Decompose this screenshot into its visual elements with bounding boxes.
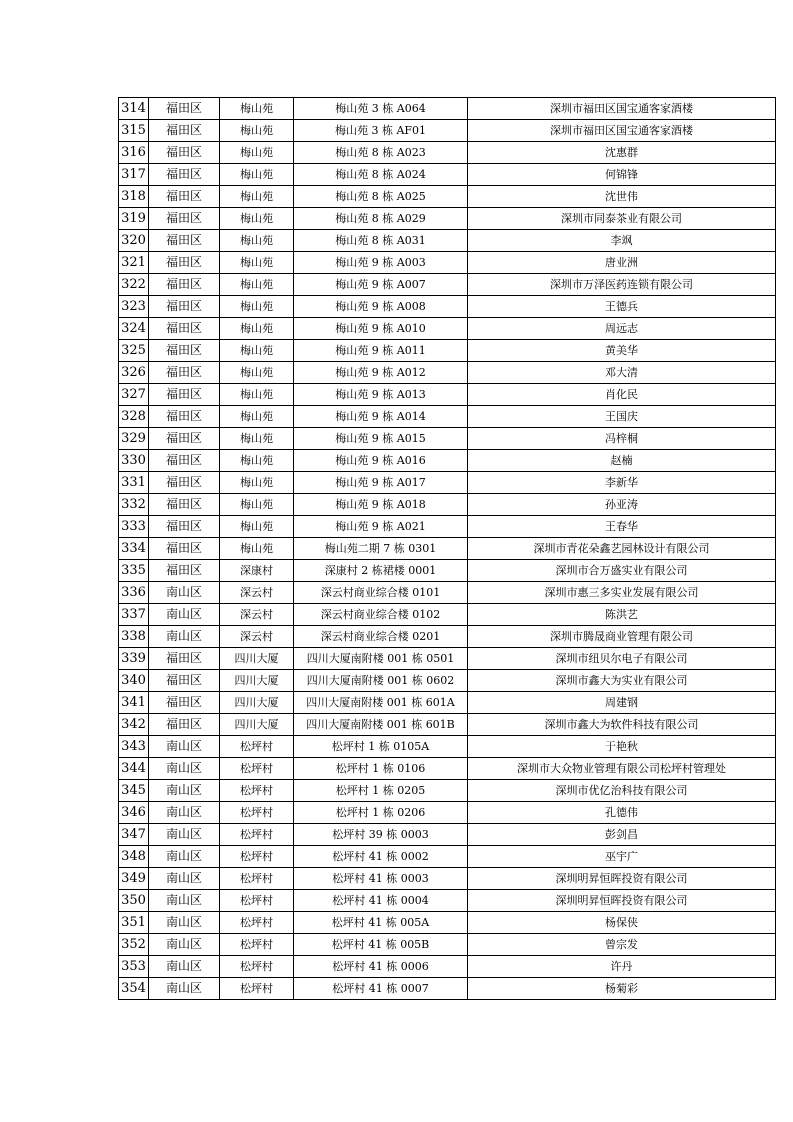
table-row — [119, 670, 776, 692]
district-cell: 南山区 — [149, 802, 220, 824]
row-number-cell: 324 — [119, 318, 149, 340]
community-cell: 梅山苑 — [220, 274, 294, 296]
district-cell: 福田区 — [149, 450, 220, 472]
table-row — [119, 956, 776, 978]
owner-cell: 沈惠群 — [468, 142, 776, 164]
community-cell: 梅山苑 — [220, 164, 294, 186]
table-row — [119, 890, 776, 912]
district-cell: 福田区 — [149, 98, 220, 120]
table-row — [119, 758, 776, 780]
address-cell: 四川大厦南附楼 001 栋 601A — [294, 692, 468, 714]
owner-cell: 赵楠 — [468, 450, 776, 472]
address-cell: 松坪村 41 栋 0004 — [294, 890, 468, 912]
owner-cell: 于艳秋 — [468, 736, 776, 758]
row-number-cell: 347 — [119, 824, 149, 846]
owner-cell: 深圳市优亿治科技有限公司 — [468, 780, 776, 802]
table-row — [119, 978, 776, 1000]
community-cell: 梅山苑 — [220, 406, 294, 428]
community-cell: 梅山苑 — [220, 384, 294, 406]
community-cell: 梅山苑 — [220, 142, 294, 164]
community-cell: 松坪村 — [220, 824, 294, 846]
address-cell: 深康村 2 栋裙楼 0001 — [294, 560, 468, 582]
owner-cell: 杨菊彩 — [468, 978, 776, 1000]
table-row — [119, 714, 776, 736]
table-row — [119, 692, 776, 714]
district-cell: 福田区 — [149, 230, 220, 252]
owner-cell: 陈洪艺 — [468, 604, 776, 626]
table-row — [119, 472, 776, 494]
district-cell: 南山区 — [149, 780, 220, 802]
row-number-cell: 346 — [119, 802, 149, 824]
community-cell: 梅山苑 — [220, 362, 294, 384]
community-cell: 梅山苑 — [220, 494, 294, 516]
owner-cell: 深圳市鑫大为实业有限公司 — [468, 670, 776, 692]
address-cell: 松坪村 1 栋 0206 — [294, 802, 468, 824]
district-cell: 福田区 — [149, 538, 220, 560]
row-number-cell: 337 — [119, 604, 149, 626]
owner-cell: 深圳明昇恒晖投资有限公司 — [468, 868, 776, 890]
row-number-cell: 338 — [119, 626, 149, 648]
owner-cell: 深圳市福田区国宝通客家酒楼 — [468, 98, 776, 120]
address-cell: 梅山苑 8 栋 A023 — [294, 142, 468, 164]
owner-cell: 深圳市大众物业管理有限公司松坪村管理处 — [468, 758, 776, 780]
table-row — [119, 340, 776, 362]
row-number-cell: 353 — [119, 956, 149, 978]
district-cell: 福田区 — [149, 384, 220, 406]
row-number-cell: 332 — [119, 494, 149, 516]
address-cell: 深云村商业综合楼 0102 — [294, 604, 468, 626]
address-cell: 梅山苑 8 栋 A029 — [294, 208, 468, 230]
address-cell: 松坪村 41 栋 0002 — [294, 846, 468, 868]
community-cell: 松坪村 — [220, 846, 294, 868]
table-row — [119, 164, 776, 186]
row-number-cell: 314 — [119, 98, 149, 120]
row-number-cell: 344 — [119, 758, 149, 780]
owner-cell: 唐业洲 — [468, 252, 776, 274]
community-cell: 松坪村 — [220, 978, 294, 1000]
owner-cell: 周远志 — [468, 318, 776, 340]
address-cell: 梅山苑 9 栋 A012 — [294, 362, 468, 384]
district-cell: 福田区 — [149, 208, 220, 230]
address-cell: 梅山苑 9 栋 A008 — [294, 296, 468, 318]
district-cell: 南山区 — [149, 934, 220, 956]
row-number-cell: 343 — [119, 736, 149, 758]
table-row — [119, 626, 776, 648]
community-cell: 四川大厦 — [220, 670, 294, 692]
row-number-cell: 320 — [119, 230, 149, 252]
table-row — [119, 560, 776, 582]
address-cell: 梅山苑 9 栋 A021 — [294, 516, 468, 538]
owner-cell: 邓大清 — [468, 362, 776, 384]
row-number-cell: 339 — [119, 648, 149, 670]
address-cell: 深云村商业综合楼 0101 — [294, 582, 468, 604]
address-cell: 梅山苑 9 栋 A011 — [294, 340, 468, 362]
address-cell: 松坪村 1 栋 0205 — [294, 780, 468, 802]
row-number-cell: 345 — [119, 780, 149, 802]
address-cell: 松坪村 1 栋 0106 — [294, 758, 468, 780]
owner-cell: 深圳市福田区国宝通客家酒楼 — [468, 120, 776, 142]
address-cell: 梅山苑 8 栋 A031 — [294, 230, 468, 252]
row-number-cell: 335 — [119, 560, 149, 582]
table-row — [119, 186, 776, 208]
table-row — [119, 824, 776, 846]
owner-cell: 肖化民 — [468, 384, 776, 406]
community-cell: 深云村 — [220, 582, 294, 604]
row-number-cell: 321 — [119, 252, 149, 274]
community-cell: 松坪村 — [220, 868, 294, 890]
district-cell: 福田区 — [149, 120, 220, 142]
district-cell: 福田区 — [149, 274, 220, 296]
table-row — [119, 648, 776, 670]
table-row — [119, 802, 776, 824]
district-cell: 南山区 — [149, 868, 220, 890]
community-cell: 深云村 — [220, 604, 294, 626]
community-cell: 梅山苑 — [220, 120, 294, 142]
table-row — [119, 868, 776, 890]
district-cell: 福田区 — [149, 692, 220, 714]
address-cell: 深云村商业综合楼 0201 — [294, 626, 468, 648]
community-cell: 梅山苑 — [220, 318, 294, 340]
owner-cell: 王国庆 — [468, 406, 776, 428]
table-row — [119, 934, 776, 956]
row-number-cell: 327 — [119, 384, 149, 406]
address-cell: 梅山苑 3 栋 AF01 — [294, 120, 468, 142]
district-cell: 福田区 — [149, 494, 220, 516]
table-row — [119, 912, 776, 934]
row-number-cell: 334 — [119, 538, 149, 560]
row-number-cell: 330 — [119, 450, 149, 472]
owner-cell: 深圳市惠三多实业发展有限公司 — [468, 582, 776, 604]
row-number-cell: 326 — [119, 362, 149, 384]
district-cell: 福田区 — [149, 340, 220, 362]
owner-cell: 深圳市合万盛实业有限公司 — [468, 560, 776, 582]
community-cell: 梅山苑 — [220, 186, 294, 208]
community-cell: 松坪村 — [220, 736, 294, 758]
row-number-cell: 352 — [119, 934, 149, 956]
address-cell: 梅山苑 9 栋 A015 — [294, 428, 468, 450]
row-number-cell: 350 — [119, 890, 149, 912]
owner-cell: 深圳明昇恒晖投资有限公司 — [468, 890, 776, 912]
address-cell: 梅山苑 9 栋 A017 — [294, 472, 468, 494]
district-cell: 南山区 — [149, 736, 220, 758]
table-row — [119, 538, 776, 560]
owner-cell: 深圳市纽贝尔电子有限公司 — [468, 648, 776, 670]
address-cell: 梅山苑 9 栋 A007 — [294, 274, 468, 296]
table-row — [119, 208, 776, 230]
row-number-cell: 336 — [119, 582, 149, 604]
address-cell: 梅山苑 9 栋 A003 — [294, 252, 468, 274]
row-number-cell: 317 — [119, 164, 149, 186]
table-row — [119, 516, 776, 538]
district-cell: 南山区 — [149, 956, 220, 978]
row-number-cell: 354 — [119, 978, 149, 1000]
community-cell: 松坪村 — [220, 780, 294, 802]
table-row — [119, 450, 776, 472]
owner-cell: 孔德伟 — [468, 802, 776, 824]
owner-cell: 黄美华 — [468, 340, 776, 362]
table-row — [119, 318, 776, 340]
table-row — [119, 142, 776, 164]
address-cell: 梅山苑二期 7 栋 0301 — [294, 538, 468, 560]
address-cell: 松坪村 41 栋 0006 — [294, 956, 468, 978]
row-number-cell: 329 — [119, 428, 149, 450]
table-row — [119, 780, 776, 802]
address-cell: 松坪村 41 栋 005B — [294, 934, 468, 956]
community-cell: 深康村 — [220, 560, 294, 582]
row-number-cell: 341 — [119, 692, 149, 714]
community-cell: 松坪村 — [220, 934, 294, 956]
district-cell: 福田区 — [149, 714, 220, 736]
owner-cell: 何锦锋 — [468, 164, 776, 186]
owner-cell: 王德兵 — [468, 296, 776, 318]
address-cell: 梅山苑 9 栋 A014 — [294, 406, 468, 428]
owner-cell: 巫宇广 — [468, 846, 776, 868]
district-cell: 南山区 — [149, 604, 220, 626]
district-cell: 南山区 — [149, 912, 220, 934]
owner-cell: 深圳市青花朵鑫艺园林设计有限公司 — [468, 538, 776, 560]
row-number-cell: 323 — [119, 296, 149, 318]
district-cell: 福田区 — [149, 296, 220, 318]
community-cell: 梅山苑 — [220, 450, 294, 472]
row-number-cell: 342 — [119, 714, 149, 736]
address-cell: 松坪村 39 栋 0003 — [294, 824, 468, 846]
property-register-table — [118, 97, 776, 1000]
district-cell: 南山区 — [149, 758, 220, 780]
district-cell: 福田区 — [149, 164, 220, 186]
district-cell: 福田区 — [149, 186, 220, 208]
address-cell: 梅山苑 3 栋 A064 — [294, 98, 468, 120]
row-number-cell: 318 — [119, 186, 149, 208]
community-cell: 四川大厦 — [220, 714, 294, 736]
table-row — [119, 274, 776, 296]
table-body — [119, 98, 776, 1000]
owner-cell: 深圳市腾晟商业管理有限公司 — [468, 626, 776, 648]
row-number-cell: 315 — [119, 120, 149, 142]
table-row — [119, 846, 776, 868]
community-cell: 梅山苑 — [220, 428, 294, 450]
table-row — [119, 494, 776, 516]
address-cell: 四川大厦南附楼 001 栋 0602 — [294, 670, 468, 692]
district-cell: 南山区 — [149, 824, 220, 846]
table-row — [119, 384, 776, 406]
row-number-cell: 348 — [119, 846, 149, 868]
table-row — [119, 736, 776, 758]
district-cell: 福田区 — [149, 428, 220, 450]
address-cell: 松坪村 41 栋 0003 — [294, 868, 468, 890]
district-cell: 福田区 — [149, 252, 220, 274]
community-cell: 松坪村 — [220, 956, 294, 978]
table-row — [119, 98, 776, 120]
owner-cell: 李新华 — [468, 472, 776, 494]
row-number-cell: 340 — [119, 670, 149, 692]
district-cell: 福田区 — [149, 472, 220, 494]
address-cell: 四川大厦南附楼 001 栋 0501 — [294, 648, 468, 670]
owner-cell: 杨保侠 — [468, 912, 776, 934]
owner-cell: 孙亚涛 — [468, 494, 776, 516]
address-cell: 梅山苑 9 栋 A013 — [294, 384, 468, 406]
address-cell: 梅山苑 8 栋 A024 — [294, 164, 468, 186]
row-number-cell: 319 — [119, 208, 149, 230]
address-cell: 梅山苑 9 栋 A016 — [294, 450, 468, 472]
row-number-cell: 322 — [119, 274, 149, 296]
address-cell: 松坪村 41 栋 005A — [294, 912, 468, 934]
owner-cell: 王春华 — [468, 516, 776, 538]
table-row — [119, 582, 776, 604]
row-number-cell: 328 — [119, 406, 149, 428]
community-cell: 梅山苑 — [220, 340, 294, 362]
address-cell: 梅山苑 9 栋 A010 — [294, 318, 468, 340]
table-row — [119, 428, 776, 450]
community-cell: 梅山苑 — [220, 208, 294, 230]
community-cell: 松坪村 — [220, 890, 294, 912]
community-cell: 四川大厦 — [220, 648, 294, 670]
community-cell: 松坪村 — [220, 802, 294, 824]
owner-cell: 彭剑昌 — [468, 824, 776, 846]
district-cell: 福田区 — [149, 318, 220, 340]
community-cell: 松坪村 — [220, 758, 294, 780]
owner-cell: 曾宗发 — [468, 934, 776, 956]
district-cell: 福田区 — [149, 560, 220, 582]
community-cell: 深云村 — [220, 626, 294, 648]
district-cell: 南山区 — [149, 890, 220, 912]
row-number-cell: 325 — [119, 340, 149, 362]
owner-cell: 深圳市同泰茶业有限公司 — [468, 208, 776, 230]
table-row — [119, 406, 776, 428]
address-cell: 四川大厦南附楼 001 栋 601B — [294, 714, 468, 736]
table-row — [119, 120, 776, 142]
table-row — [119, 362, 776, 384]
district-cell: 福田区 — [149, 670, 220, 692]
address-cell: 松坪村 1 栋 0105A — [294, 736, 468, 758]
community-cell: 梅山苑 — [220, 296, 294, 318]
community-cell: 梅山苑 — [220, 538, 294, 560]
row-number-cell: 316 — [119, 142, 149, 164]
owner-cell: 沈世伟 — [468, 186, 776, 208]
community-cell: 松坪村 — [220, 912, 294, 934]
owner-cell: 冯梓桐 — [468, 428, 776, 450]
table-row — [119, 296, 776, 318]
district-cell: 福田区 — [149, 142, 220, 164]
district-cell: 福田区 — [149, 406, 220, 428]
row-number-cell: 333 — [119, 516, 149, 538]
community-cell: 梅山苑 — [220, 98, 294, 120]
address-cell: 梅山苑 9 栋 A018 — [294, 494, 468, 516]
district-cell: 南山区 — [149, 582, 220, 604]
community-cell: 梅山苑 — [220, 472, 294, 494]
district-cell: 福田区 — [149, 648, 220, 670]
community-cell: 梅山苑 — [220, 516, 294, 538]
address-cell: 梅山苑 8 栋 A025 — [294, 186, 468, 208]
district-cell: 南山区 — [149, 626, 220, 648]
community-cell: 四川大厦 — [220, 692, 294, 714]
table-row — [119, 230, 776, 252]
owner-cell: 深圳市鑫大为软件科技有限公司 — [468, 714, 776, 736]
district-cell: 福田区 — [149, 362, 220, 384]
table-row — [119, 252, 776, 274]
community-cell: 梅山苑 — [220, 252, 294, 274]
owner-cell: 许丹 — [468, 956, 776, 978]
table-row — [119, 604, 776, 626]
row-number-cell: 331 — [119, 472, 149, 494]
district-cell: 南山区 — [149, 846, 220, 868]
row-number-cell: 349 — [119, 868, 149, 890]
community-cell: 梅山苑 — [220, 230, 294, 252]
owner-cell: 李飒 — [468, 230, 776, 252]
owner-cell: 深圳市万泽医药连锁有限公司 — [468, 274, 776, 296]
district-cell: 福田区 — [149, 516, 220, 538]
district-cell: 南山区 — [149, 978, 220, 1000]
address-cell: 松坪村 41 栋 0007 — [294, 978, 468, 1000]
row-number-cell: 351 — [119, 912, 149, 934]
owner-cell: 周建钢 — [468, 692, 776, 714]
